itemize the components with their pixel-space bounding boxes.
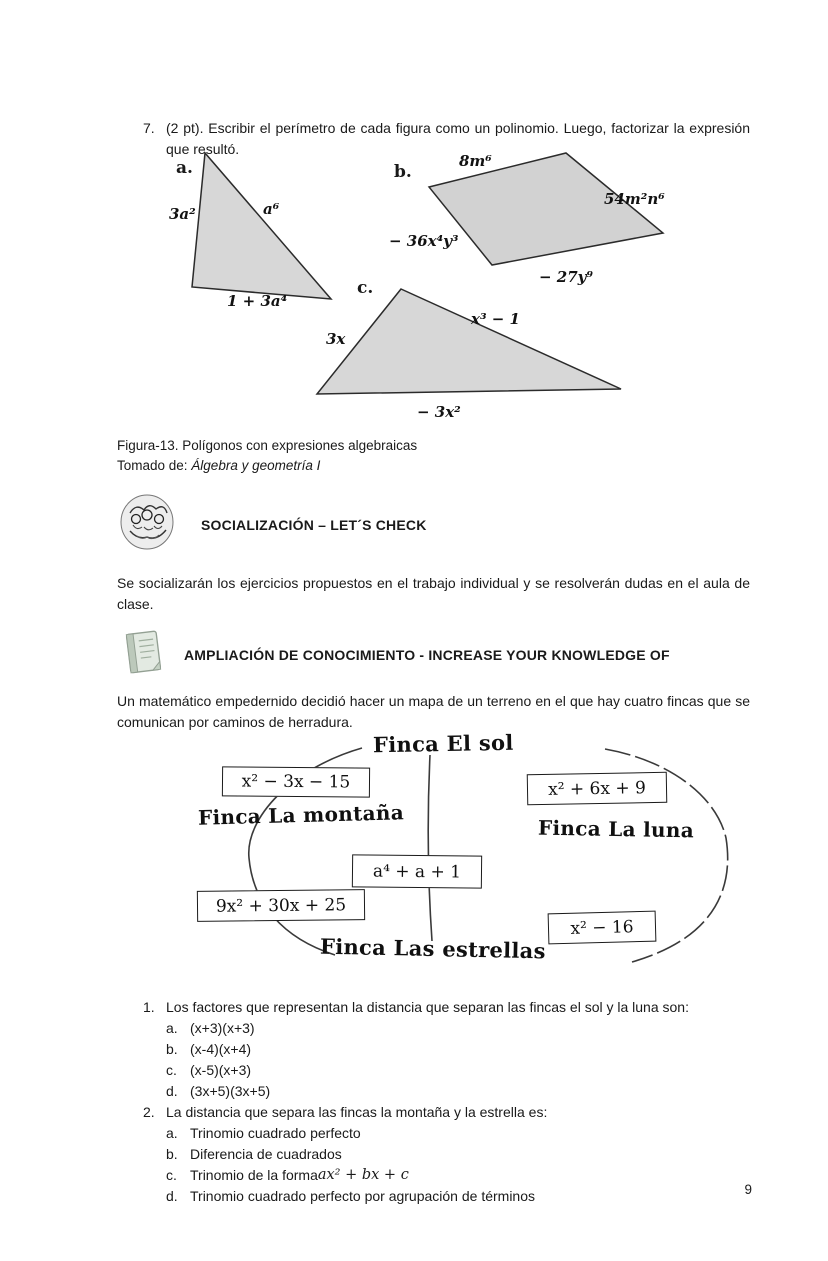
shape-b-bottom-side-label: − 27y⁹ bbox=[539, 268, 593, 286]
shape-c-left-side-label: 3x bbox=[326, 330, 346, 348]
figure-13 bbox=[117, 150, 750, 428]
expression-box-top-right: x² + 6x + 9 bbox=[527, 772, 668, 805]
ampliacion-heading: AMPLIACIÓN DE CONOCIMIENTO - INCREASE YOUR KNOWLEDGE OF bbox=[184, 646, 670, 663]
option-letter: a. bbox=[166, 1125, 178, 1141]
shape-b-left-side-label: − 36x⁴y³ bbox=[389, 232, 459, 250]
option-letter: c. bbox=[166, 1062, 177, 1078]
ampliacion-section-head bbox=[117, 625, 750, 684]
shape-c-letter: c. bbox=[357, 278, 374, 298]
option-text: (x+3)(x+3) bbox=[190, 1020, 255, 1036]
page-number: 9 bbox=[744, 1182, 752, 1197]
book-icon bbox=[117, 625, 169, 684]
shape-a-hypotenuse-label: a⁶ bbox=[263, 200, 280, 218]
shape-b-letter: b. bbox=[394, 162, 412, 182]
shape-a-base-label: 1 + 3a⁴ bbox=[227, 292, 288, 310]
question-1-option-a bbox=[166, 1018, 750, 1039]
shape-c-bottom-side-label: − 3x² bbox=[417, 403, 461, 421]
triangle-c-shape bbox=[317, 289, 621, 394]
figure-source-line bbox=[117, 456, 750, 476]
figure-source-prefix: Tomado de: bbox=[117, 458, 192, 473]
triangle-a-shape bbox=[192, 153, 331, 299]
question-2-option-a bbox=[166, 1123, 750, 1144]
option-letter: d. bbox=[166, 1188, 178, 1204]
figure-caption: Figura-13. Polígonos con expresiones algebraicas bbox=[117, 438, 418, 453]
ampliacion-paragraph: Un matemático empedernido decidió hacer un mapa de un terreno en el que hay cuatro fincas que se comunican por caminos de herradura. bbox=[117, 693, 750, 730]
figure-caption-block bbox=[117, 436, 750, 476]
socializacion-section-head bbox=[117, 492, 750, 557]
question-1-text: Los factores que representan la distancia que separan las fincas el sol y la luna son: bbox=[166, 999, 689, 1015]
option-letter: a. bbox=[166, 1020, 178, 1036]
farm-label-la-montana: Finca La montaña bbox=[197, 800, 405, 830]
question-2-option-d bbox=[166, 1186, 750, 1207]
shape-c-right-side-label: x³ − 1 bbox=[471, 310, 520, 328]
question-1-option-b bbox=[166, 1039, 750, 1060]
option-math-expression: ax² + bx + c bbox=[317, 1167, 409, 1183]
question-1-number: 1. bbox=[143, 999, 155, 1015]
question-2-text: La distancia que separa las fincas la montaña y la estrella es: bbox=[166, 1104, 548, 1120]
farm-label-el-sol: Finca El sol bbox=[372, 729, 514, 758]
option-text: Trinomio cuadrado perfecto bbox=[190, 1125, 361, 1141]
socializacion-heading: SOCIALIZACIÓN – LET´S CHECK bbox=[201, 516, 427, 533]
option-letter: b. bbox=[166, 1041, 178, 1057]
shape-a-letter: a. bbox=[176, 158, 193, 178]
socializacion-paragraph: Se socializarán los ejercicios propuestos en el trabajo individual y se resolverán dudas en el aula de clase. bbox=[117, 575, 750, 612]
question-2 bbox=[143, 1102, 750, 1207]
question-1-option-c bbox=[166, 1060, 750, 1081]
farm-label-la-luna: Finca La luna bbox=[537, 815, 695, 843]
figure-source-title: Álgebra y geometría I bbox=[191, 458, 321, 473]
exercise-number: 7. bbox=[143, 120, 155, 136]
expression-box-top-left: x² − 3x − 15 bbox=[222, 766, 370, 797]
question-2-option-c bbox=[166, 1165, 750, 1186]
option-text: Trinomio de la forma bbox=[190, 1167, 318, 1183]
question-2-number: 2. bbox=[143, 1104, 155, 1120]
farm-label-las-estrellas: Finca Las estrellas bbox=[319, 933, 547, 964]
option-letter: b. bbox=[166, 1146, 178, 1162]
question-1 bbox=[143, 997, 750, 1102]
exercise-text: (2 pt). Escribir el perímetro de cada figura como un polinomio. Luego, factorizar la expresión que resultó. bbox=[166, 120, 750, 157]
questions-list bbox=[117, 997, 750, 1207]
option-letter: c. bbox=[166, 1167, 177, 1183]
option-text: (x-5)(x+3) bbox=[190, 1062, 252, 1078]
question-1-option-d bbox=[166, 1081, 750, 1102]
question-2-option-b bbox=[166, 1144, 750, 1165]
option-text: (x-4)(x+4) bbox=[190, 1041, 252, 1057]
expression-box-center: a⁴ + a + 1 bbox=[352, 854, 482, 888]
option-letter: d. bbox=[166, 1083, 178, 1099]
shape-b-top-side-label: 8m⁶ bbox=[459, 152, 492, 170]
expression-box-bottom-left: 9x² + 30x + 25 bbox=[197, 889, 365, 922]
expression-box-bottom-right: x² − 16 bbox=[548, 911, 657, 945]
option-text: Diferencia de cuadrados bbox=[190, 1146, 342, 1162]
farm-map bbox=[117, 729, 750, 993]
option-text: Trinomio cuadrado perfecto por agrupación de términos bbox=[190, 1188, 536, 1204]
option-text: (3x+5)(3x+5) bbox=[190, 1083, 271, 1099]
shape-a-left-side-label: 3a² bbox=[169, 205, 196, 223]
shape-b-right-side-label: 54m²n⁶ bbox=[604, 190, 665, 208]
people-scribble-icon bbox=[117, 492, 179, 557]
